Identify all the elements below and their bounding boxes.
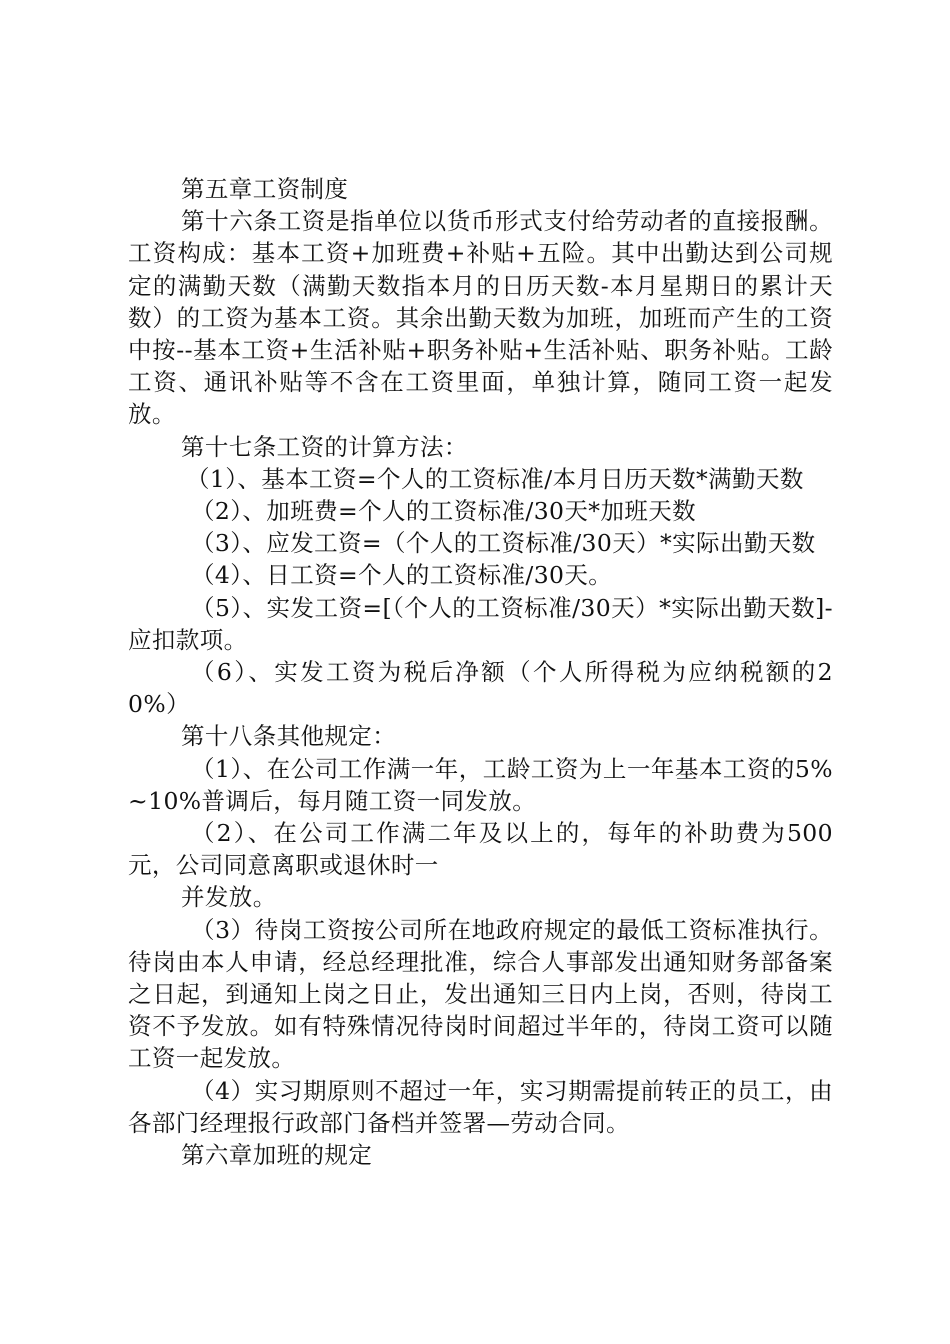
article-17-item-1: （1）、基本工资=个人的工资标准/本月日历天数*满勤天数 [186,464,804,493]
article-18-item-2: （2）、在公司工作满二年及以上的，每年的补助费为500元，公司同意离职或退休时一 [128,819,833,880]
article-17-item-6: （6）、实发工资为税后净额（个人所得税为应纳税额的20%） [128,658,833,719]
chapter-5-heading: 第五章工资制度 [181,175,349,203]
article-18-item-1: （1）、在公司工作满一年，工龄工资为上一年基本工资的5%~10%普调后，每月随工资一同发放。 [128,754,833,815]
chapter-6-heading: 第六章加班的规定 [181,1141,373,1170]
article-16-paragraph: 第十六条工资是指单位以货币形式支付给劳动者的直接报酬。工资构成：基本工资+加班费+补贴+五险。其中出勤达到公司规定的满勤天数（满勤天数指本月的日历天数-本月星期日的累计天数）的工资为基本工资。其余出勤天数为加班，加班而产生的工资中按--基本工资+生活补贴+职务补贴+生活补贴、职务补贴。工龄工资、通讯补贴等不含在工资里面，单独计算，随同工资一起发放。 [128,207,833,429]
article-18-item-3: （3）待岗工资按公司所在地政府规定的最低工资标准执行。待岗由本人申请，经总经理批准，综合人事部发出通知财务部备案之日起，到通知上岗之日止，发出通知三日内上岗，否则，待岗工资不予发放。如有特殊情况待岗时间超过半年的，待岗工资可以随工资一起发放。 [128,915,833,1073]
article-17-item-5: （5）、实发工资=[（个人的工资标准/30天）*实际出勤天数]-应扣款项。 [128,593,833,654]
document-body [128,173,833,1171]
article-18-item-2-continued: 并发放。 [181,883,277,912]
article-17-item-3: （3）、应发工资=（个人的工资标准/30天）*实际出勤天数 [191,529,816,558]
article-17-heading: 第十七条工资的计算方法： [181,432,468,461]
article-17-item-4: （4）、日工资=个人的工资标准/30天。 [191,561,613,590]
article-18-item-4: （4）实习期原则不超过一年，实习期需提前转正的员工，由各部门经理报行政部门备档并签署—劳动合同。 [128,1076,833,1137]
article-17-item-2: （2）、加班费=个人的工资标准/30天*加班天数 [191,497,697,526]
article-18-heading: 第十八条其他规定： [181,722,397,751]
